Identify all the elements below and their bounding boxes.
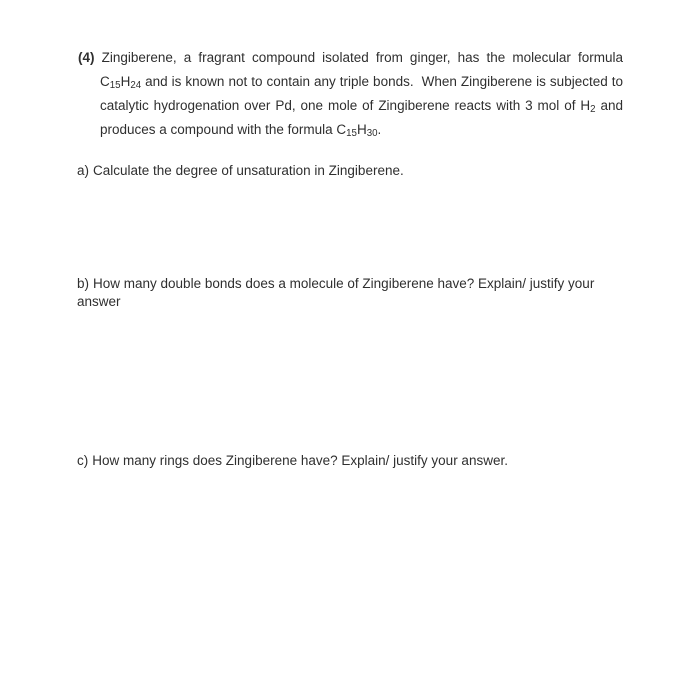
- subquestion-a: [77, 162, 623, 180]
- question-4-text: [78, 46, 627, 142]
- subquestion-c-label: c): [77, 453, 89, 468]
- question-4: [0, 0, 700, 142]
- subquestion-b-text: How many double bonds does a molecule of Zingiberene have? Explain/ justify your answer: [77, 276, 595, 309]
- question-body: Zingiberene, a fragrant compound isolated from ginger, has the molecular formula $C_{15}H_{24}$ and is known not to contain any triple bonds. When Zingiberene is subjected to catalytic hydrogenation over Pd, one mole of Zingiberene reacts with 3 mol of $H_2$ and produces a compound with the formula $C_{15}H_{30}$.: [94, 50, 627, 140]
- subquestion-b-label: b): [77, 276, 90, 291]
- question-number: (4): [78, 50, 95, 65]
- subquestion-a-text: Calculate the degree of unsaturation in Zingiberene.: [93, 163, 404, 178]
- subquestion-c: [77, 452, 623, 470]
- subquestion-c-text: How many rings does Zingiberene have? Explain/ justify your answer.: [92, 453, 508, 468]
- subquestion-a-label: a): [77, 163, 90, 178]
- subquestion-b: [77, 275, 623, 311]
